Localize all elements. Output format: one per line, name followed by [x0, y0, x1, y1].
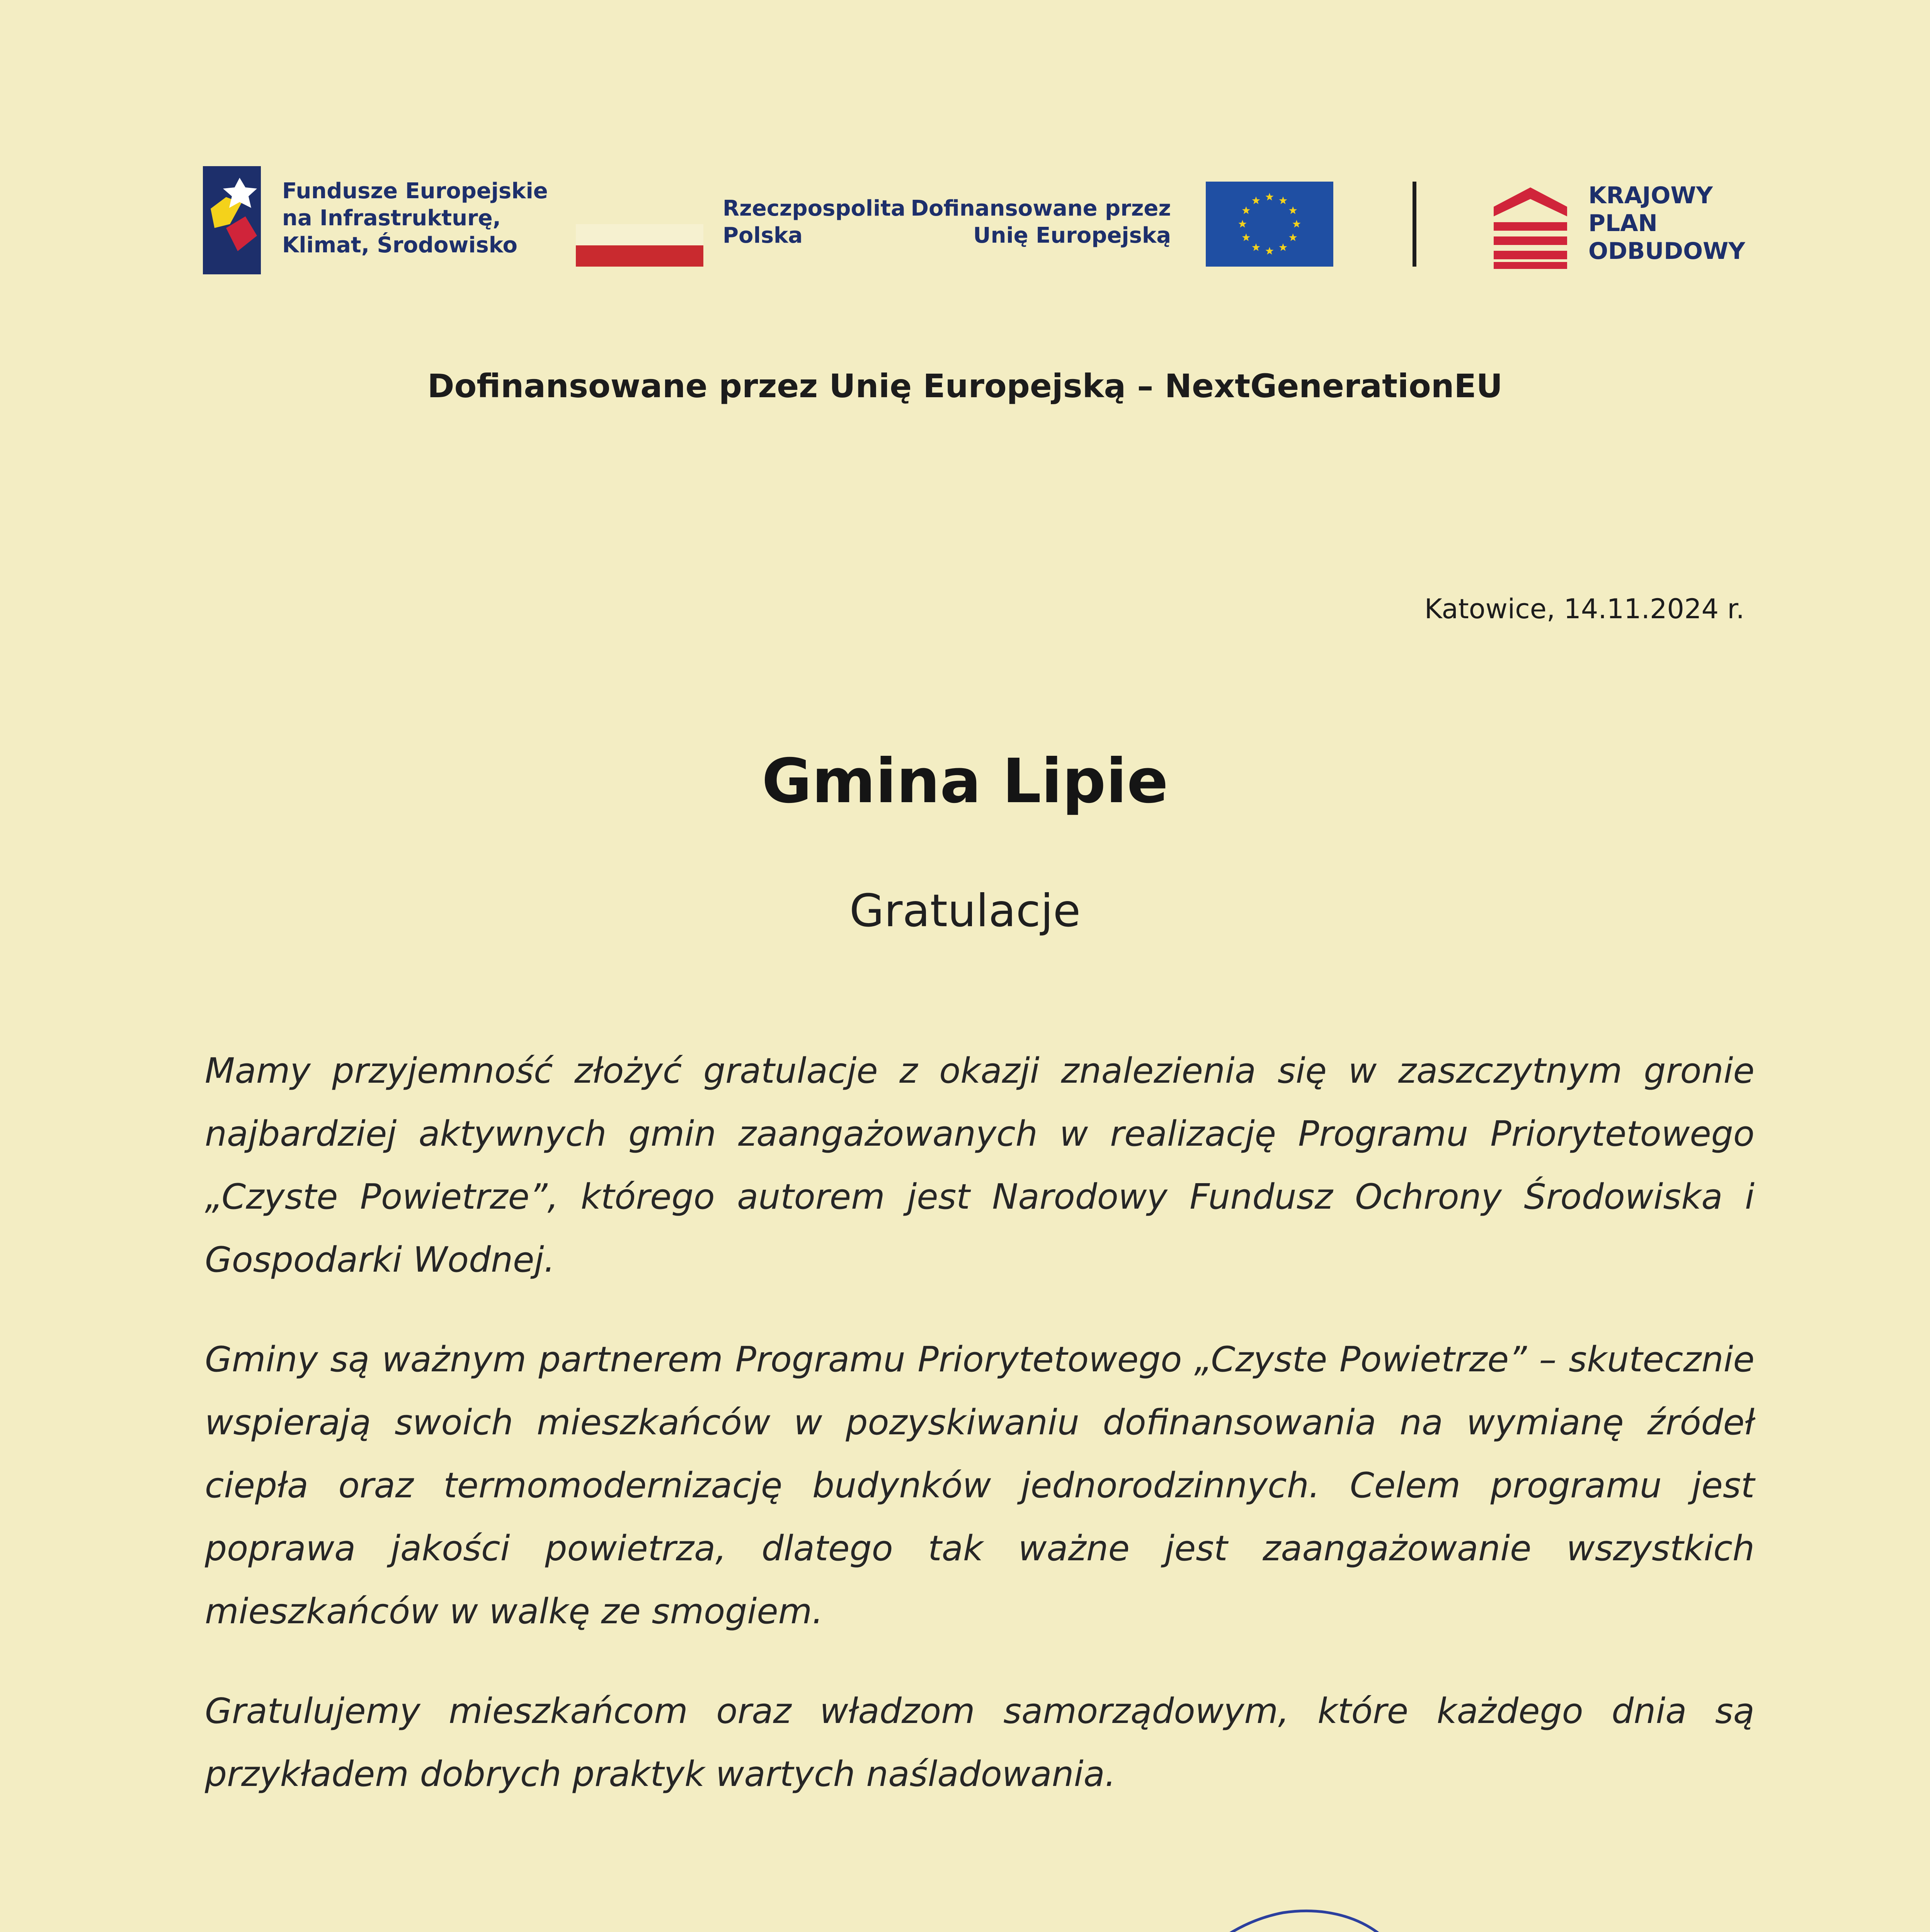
letter-body [205, 1039, 1755, 1842]
krajowy-plan-odbudowy-logo [1492, 182, 1770, 274]
body-paragraph-3: Gratulujemy mieszkańcom oraz władzom samorządowym, które każdego dnia są przykładem dobrych praktyk wartych naśladowania. [205, 1691, 1755, 1794]
fe-logo-line-2: na Infrastrukturę, [282, 206, 501, 231]
logo-divider [1413, 182, 1416, 267]
body-paragraph-2: Gminy są ważnym partnerem Programu Priorytetowego „Czyste Powietrze” – skutecznie wspierają swoich mieszkańców w pozyskiwaniu dofinansowania na wymianę źródeł ciepła oraz termomodernizację budynków jednorodzinnych. Celem programu jest poprawa jakości powietrza, dlatego tak ważne jest zaangażowanie wszystkich mieszkańców w walkę ze smogiem. [205, 1339, 1755, 1632]
nextgeneration-eu-caption: Dofinansowane przez Unię Europejską – NextGenerationEU [427, 367, 1503, 405]
recipient-title: Gmina Lipie [762, 746, 1168, 817]
handwritten-signature-right [1144, 1905, 1445, 1932]
letter-subject: Gratulacje [849, 885, 1081, 937]
fe-logo-line-1: Fundusze Europejskie [282, 179, 548, 204]
letter-date: Katowice, 14.11.2024 r. [1424, 593, 1744, 625]
kpo-logo-line-2: PLAN [1588, 210, 1658, 237]
fe-star-icon [203, 166, 261, 274]
kpo-logo-line-3: ODBUDOWY [1588, 238, 1745, 265]
eu-flag-icon [1206, 182, 1333, 267]
rp-logo-line-2: Polska [723, 223, 803, 248]
polish-flag-icon [576, 224, 703, 267]
fe-logo-line-3: Klimat, Środowisko [282, 233, 517, 258]
ue-logo-line-1: Dofinansowane przez [911, 196, 1171, 221]
body-paragraph-1: Mamy przyjemność złożyć gratulacje z okazji znalezienia się w zaszczytnym gronie najbardziej aktywnych gmin zaangażowanych w realizację Programu Priorytetowego „Czyste Powietrze”, którego autorem jest Narodowy Fundusz Ochrony Środowiska i Gospodarki Wodnej. [205, 1051, 1755, 1280]
rp-logo-line-1: Rzeczpospolita [723, 196, 905, 221]
rzeczpospolita-polska-logo [576, 195, 908, 272]
ue-logo-line-2: Unię Europejską [973, 223, 1171, 248]
kpo-building-icon [1492, 185, 1569, 270]
kpo-logo-line-1: KRAJOWY [1588, 182, 1713, 209]
fundusze-europejskie-logo [203, 166, 548, 278]
unia-europejska-logo [911, 182, 1333, 274]
